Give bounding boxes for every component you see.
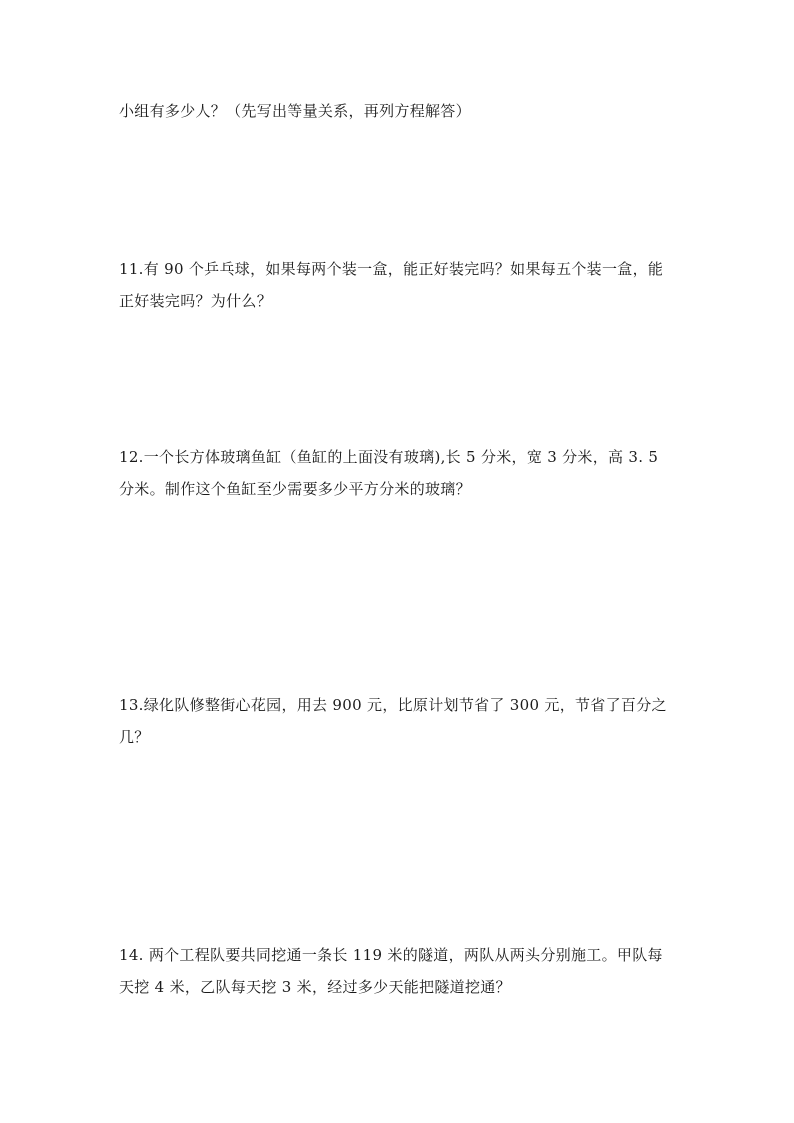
question-14-line-2: 天挖 4 米，乙队每天挖 3 米，经过多少天能把隧道挖通？ <box>119 978 511 996</box>
question-13-line-2: 几？ <box>119 728 150 746</box>
question-14-line-1: 14. 两个工程队要共同挖通一条长 119 米的隧道，两队从两头分别施工。甲队每 <box>119 946 663 964</box>
question-13-line-1: 13.绿化队修整街心花园，用去 900 元，比原计划节省了 300 元，节省了百分之 <box>119 696 667 714</box>
question-10-continuation: 小组有多少人？（先写出等量关系，再列方程解答） <box>119 102 471 120</box>
question-12-line-1: 12.一个长方体玻璃鱼缸（鱼缸的上面没有玻璃),长 5 分米，宽 3 分米，高 3. 5 <box>119 448 659 466</box>
question-11-line-1: 11.有 90 个乒乓球，如果每两个装一盒，能正好装完吗？如果每五个装一盒，能 <box>119 260 664 278</box>
question-12-line-2: 分米。制作这个鱼缸至少需要多少平方分米的玻璃？ <box>119 480 471 498</box>
question-11-line-2: 正好装完吗？为什么？ <box>119 292 273 310</box>
